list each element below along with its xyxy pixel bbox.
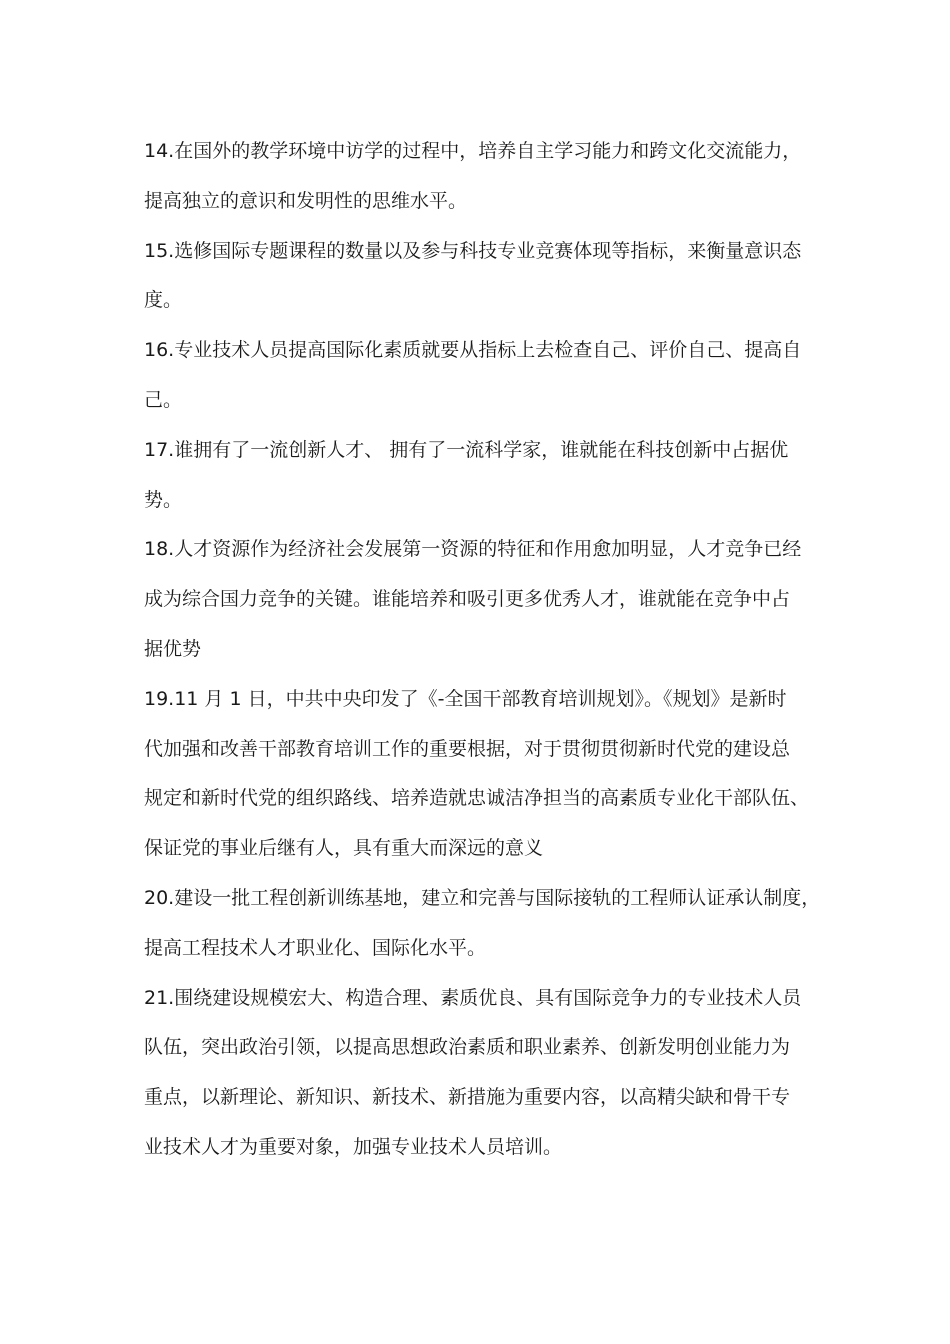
text-line-item-18-cont-2: 据优势 [144,637,202,660]
text-line-item-19-cont-2: 规定和新时代党的组织路线、培养造就忠诚洁净担当的高素质专业化干部队伍、 [144,787,810,810]
text-line-item-16: 16.专业技术人员提高国际化素质就要从指标上去检查自己、评价自己、提高自 [144,339,802,362]
text-line-item-15-cont: 度。 [144,289,183,312]
text-line-item-21-cont-2: 重点，以新理论、新知识、新技术、新措施为重要内容，以高精尖缺和骨干专 [144,1086,791,1109]
text-line-item-19-cont-3: 保证党的事业后继有人，具有重大而深远的意义 [144,837,544,860]
text-line-item-14: 14.在国外的教学环境中访学的过程中，培养自主学习能力和跨文化交流能力， [144,140,802,162]
text-line-item-17: 17.谁拥有了一流创新人才、 拥有了一流科学家，谁就能在科技创新中占据优 [144,438,789,461]
text-line-item-19: 19.11 月 1 日，中共中央印发了《-全国干部教育培训规划》。《规划》是新时 [144,687,787,710]
text-line-item-20: 20.建设一批工程创新训练基地，建立和完善与国际接轨的工程师认证承认制度， [144,886,821,909]
text-line-item-21: 21.围绕建设规模宏大、构造合理、素质优良、具有国际竞争力的专业技术人员 [144,986,802,1009]
text-line-item-15: 15.选修国际专题课程的数量以及参与科技专业竞赛体现等指标，来衡量意识态 [144,239,802,262]
text-line-item-18-cont-1: 成为综合国力竞争的关键。谁能培养和吸引更多优秀人才，谁就能在竞争中占 [144,588,791,611]
text-line-item-18: 18.人才资源作为经济社会发展第一资源的特征和作用愈加明显，人才竞争已经 [144,538,802,561]
text-line-item-16-cont: 己。 [144,388,183,411]
text-line-item-14-cont: 提高独立的意识和发明性的思维水平。 [144,189,468,212]
text-line-item-20-cont: 提高工程技术人才职业化、国际化水平。 [144,936,487,959]
text-line-item-21-cont-1: 队伍，突出政治引领，以提高思想政治素质和职业素养、创新发明创业能力为 [144,1036,791,1059]
text-line-item-17-cont: 势。 [144,488,183,511]
text-line-item-21-cont-3: 业技术人才为重要对象，加强专业技术人员培训。 [144,1135,563,1158]
document-body [144,127,821,1173]
text-line-item-19-cont-1: 代加强和改善干部教育培训工作的重要根据，对于贯彻贯彻新时代党的建设总 [144,737,791,760]
